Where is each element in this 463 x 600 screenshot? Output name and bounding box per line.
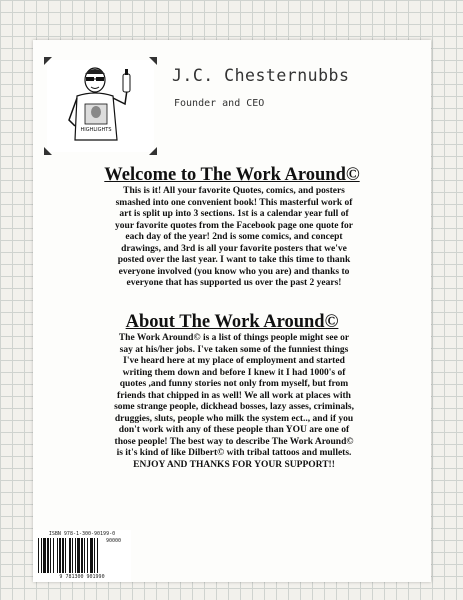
barcode-bar xyxy=(38,538,39,573)
text-line: drawings, and 3rd is all your favorite posters that we've xyxy=(121,243,347,254)
barcode-bar xyxy=(84,538,85,573)
isbn-barcode xyxy=(33,530,131,582)
barcode-bar xyxy=(57,538,58,573)
barcode-bar xyxy=(41,538,42,573)
text-line: is it's kind of like Dilbert© with tribal tattoos and mullets. xyxy=(116,448,352,458)
text-line: quotes ,and funny stories not only from myself, but from xyxy=(119,379,349,389)
barcode-bar xyxy=(59,538,61,573)
barcode-bar xyxy=(50,538,51,573)
author-name: J.C. Chesternubbs xyxy=(172,66,350,85)
isbn-text: ISBN 978-1-300-90199-0 xyxy=(48,531,116,537)
text-line: art is split up into 3 sections. 1st is a calendar year full of xyxy=(119,209,349,219)
barcode-bar xyxy=(94,538,95,573)
text-line: each day of the year! 2nd is some comics, and concept xyxy=(125,232,343,242)
barcode-bar xyxy=(69,538,71,573)
shirt-print-text: HIGHLIGHTS xyxy=(80,127,112,133)
barcode-bar xyxy=(81,538,83,573)
barcode-bar xyxy=(53,538,54,573)
author-portrait-illustration xyxy=(47,60,154,152)
barcode-bar xyxy=(75,538,76,573)
text-line: smashed into one convenient book! This masterful work of xyxy=(115,197,353,208)
barcode-bar xyxy=(43,538,46,573)
welcome-heading: Welcome to The Work Around© xyxy=(104,165,360,185)
barcode-bar xyxy=(72,538,73,573)
text-line: everyone that has supported us over the past 2 years! xyxy=(126,278,342,288)
text-line: The Work Around© is a list of things people might see or xyxy=(118,333,350,343)
welcome-paragraph xyxy=(74,186,394,290)
text-line: posted over the last year. I want to take this time to thank xyxy=(117,255,351,265)
text-line: those people! The best way to describe The Work Around© xyxy=(114,436,354,447)
about-heading: About The Work Around© xyxy=(125,312,339,332)
text-line: druggies, sluts, people who milk the system ect.., and if you xyxy=(114,413,354,424)
barcode-bar xyxy=(77,538,80,573)
text-line: I've heard here at my place of employment and started xyxy=(123,356,345,366)
text-line: say at his/her jobs. I've taken some of the funniest things xyxy=(119,344,349,355)
text-line: everyone involved (you know who you are) and thanks to xyxy=(118,266,350,277)
barcode-bar xyxy=(47,538,49,573)
text-line: ENJOY AND THANKS FOR YOUR SUPPORT!! xyxy=(133,459,335,470)
author-title: Founder and CEO xyxy=(174,98,265,109)
barcode-number: 9 781300 901990 xyxy=(59,574,105,580)
barcode-bar xyxy=(97,538,98,573)
barcode-bar xyxy=(62,538,64,573)
price-code: 90000 xyxy=(106,538,122,544)
barcode-bar xyxy=(90,538,93,573)
text-line: writing them down and before I knew it I had 1000's of xyxy=(122,367,346,378)
barcode-bar xyxy=(87,538,88,573)
about-paragraph xyxy=(74,333,394,471)
barcode-bar xyxy=(65,538,66,573)
barcode-bars xyxy=(37,538,127,573)
text-line: your favorite quotes from the Facebook page one quote for xyxy=(115,220,353,231)
author-photo xyxy=(47,60,154,152)
text-line: don't work with any of these people than YOU are one of xyxy=(118,425,350,435)
text-line: This is it! All your favorite Quotes, comics, and posters xyxy=(123,186,345,196)
text-line: some strange people, dickhead bosses, lazy asses, criminals, xyxy=(114,402,354,412)
text-line: friends that chipped in as well! We all work at places with xyxy=(117,390,351,401)
